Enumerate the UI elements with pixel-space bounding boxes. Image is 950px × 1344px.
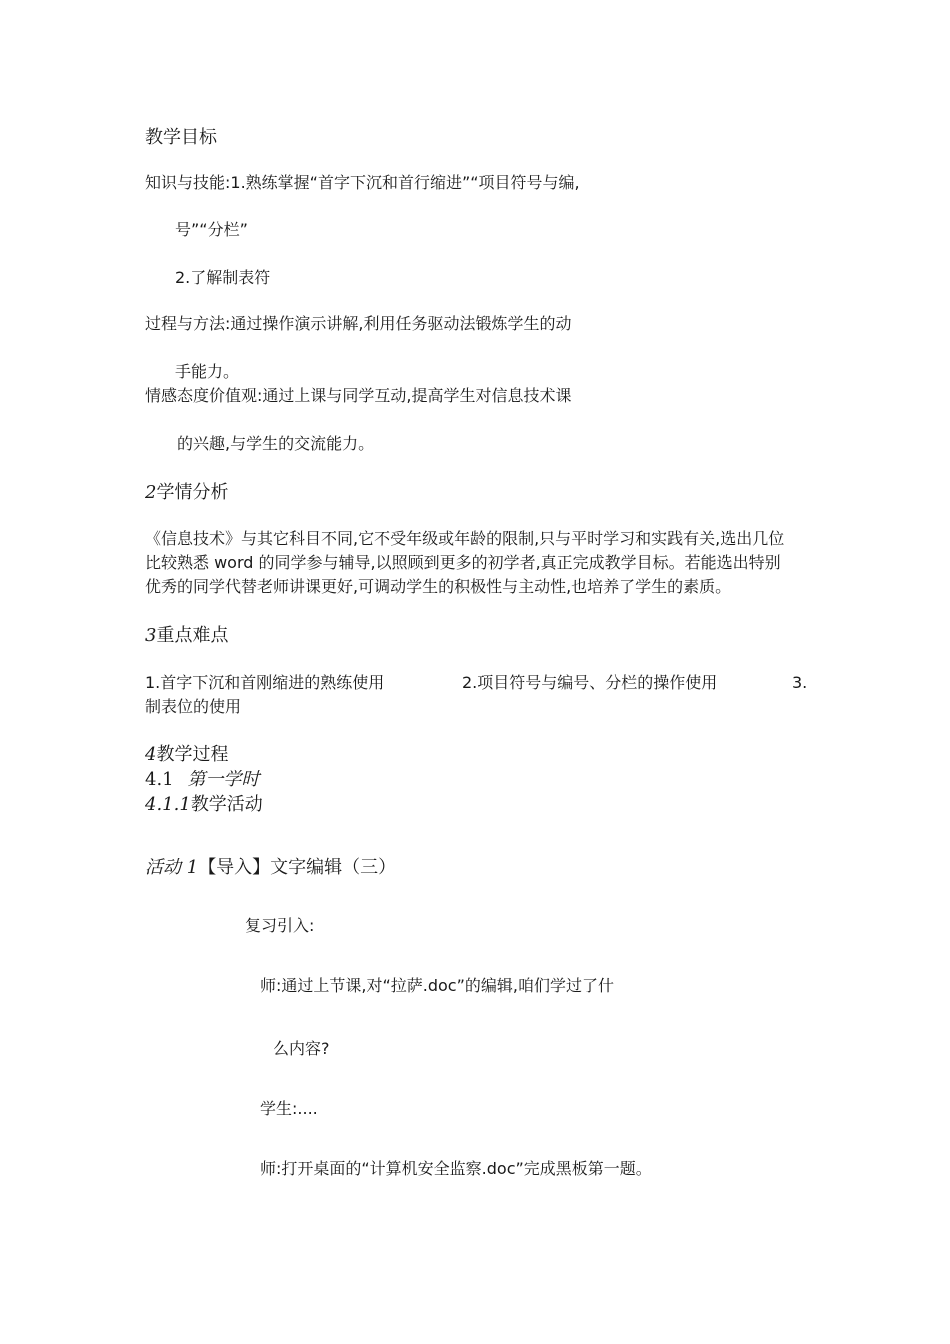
keypoints-number: 3 (145, 625, 157, 646)
knowledge-line-2: 号”“分栏” (175, 220, 248, 239)
activity-prefix: 活动 1 (145, 857, 199, 878)
process-sub2 (145, 793, 263, 817)
knowledge-line-1: 知识与技能:1.熟练掌握“首字下沉和首行缩进”“项目符号与编, (145, 173, 580, 192)
analysis-line-2: 比较熟悉 word 的同学参与辅导,以照顾到更多的初学者,真正完成教学目标。若能选出特别 (145, 553, 781, 572)
activity-heading (145, 856, 396, 880)
process-sub2-number: 4.1.1 (145, 794, 191, 815)
analysis-line-3: 优秀的同学代替老师讲课更好,可调动学生的积极性与主动性,也培养了学生的素质。 (145, 577, 732, 596)
process-number: 4 (145, 744, 157, 765)
teacher-line-1: 师:通过上节课,对“拉萨.doc”的编辑,咱们学过了什 (260, 976, 614, 995)
knowledge-line-3: 2.了解制表符 (175, 268, 271, 287)
keypoints-title: 重点难点 (156, 625, 229, 646)
student-line: 学生:.... (260, 1099, 318, 1118)
analysis-heading (145, 481, 228, 505)
keypoints-heading (145, 624, 228, 648)
objectives-heading: 教学目标 (145, 127, 217, 148)
process-line-2: 手能力。 (175, 362, 240, 381)
teacher-line-3: 师:打开桌面的“计算机安全监察.doc”完成黑板第一题。 (260, 1159, 652, 1178)
keypoint-item-2: 2.项目符号与编号、分栏的操作使用 (462, 673, 718, 692)
keypoint-item-1: 1.首字下沉和首刚缩进的熟练使用 (145, 673, 385, 692)
analysis-number: 2 (145, 482, 157, 503)
keypoint-item-3-number: 3. (792, 673, 808, 692)
process-title: 教学过程 (156, 744, 229, 765)
process-sub1 (145, 768, 259, 792)
analysis-line-1: 《信息技术》与其它科目不同,它不受年级或年龄的限制,只与平时学习和实践有关,选出几位 (145, 529, 785, 548)
analysis-title: 学情分析 (156, 482, 229, 503)
review-label: 复习引入: (245, 916, 315, 935)
activity-title: 【导入】文字编辑（三） (198, 857, 397, 878)
emotion-line-2: 的兴趣,与学生的交流能力。 (177, 434, 375, 453)
process-sub1-number: 4.1 (145, 769, 174, 790)
process-sub2-title: 教学活动 (190, 794, 263, 815)
process-sub1-title: 第一学时 (187, 769, 260, 790)
emotion-line-1: 情感态度价值观:通过上课与同学互动,提高学生对信息技术课 (145, 386, 572, 405)
keypoint-item-3-text: 制表位的使用 (145, 697, 242, 716)
process-line-1: 过程与方法:通过操作演示讲解,利用任务驱动法锻炼学生的动 (145, 314, 572, 333)
teacher-line-2: 么内容? (273, 1039, 330, 1058)
process-heading (145, 743, 228, 767)
